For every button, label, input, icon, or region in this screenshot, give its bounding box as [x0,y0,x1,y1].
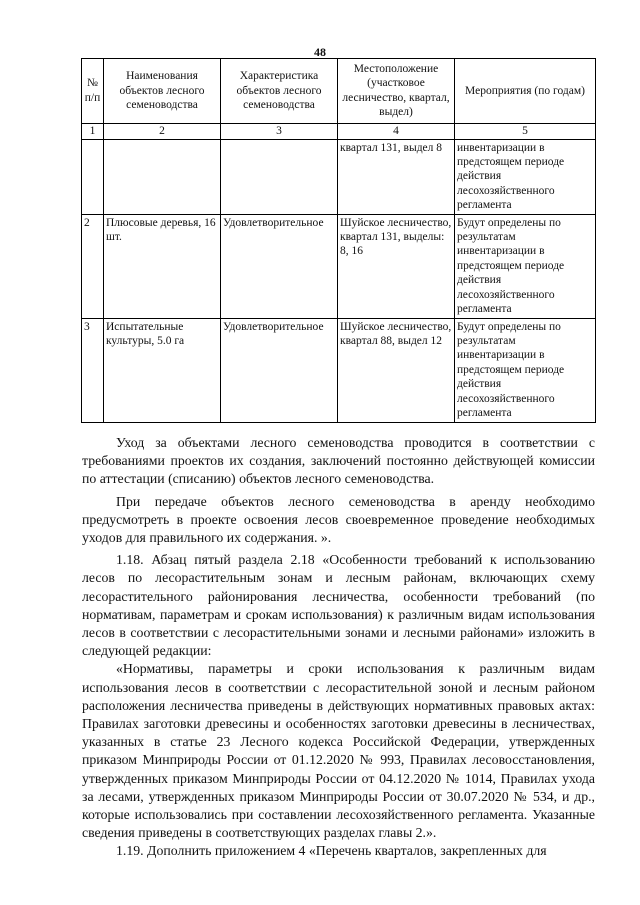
header-measures: Мероприятия (по годам) [455,59,596,124]
cell-measures: инвентаризации в предстоящем периоде действия лесохозяйственного регламента [455,139,596,214]
cell-name: Испытательные культуры, 5.0 га [104,318,221,422]
table-header-row [82,59,596,124]
paragraph: «Нормативы, параметры и сроки использования к различным видам использования лесов в соответствии с лесорастительной зоной и лесным районом расположения лесничества приведены в действующих нормативных правовых актах: Правилах заготовки древесины и особенностях заготовки древесины в лесничествах, указанных в статье 23 Лесного кодекса Российской Федерации, утвержденных приказом Минприроды России от 01.12.2020 № 993, Правилах лесовосстановления, утвержденных приказом Минприроды России от 04.12.2020 № 1014, Правилах ухода за лесами, утвержденных приказом Минприроды России от 30.07.2020 № 534, и др., которые использовались при составлении лесохозяйственного регламента. Указанные сведения приведены в соответствующих разделах главы 2.». [82,661,595,841]
table-row [82,214,596,318]
cell-num: 2 [82,214,104,318]
paragraph: Уход за объектами лесного семеноводства проводится в соответствии с требованиями проектов их создания, заключений постоянно действующей комиссии по аттестации (списанию) объектов лесного семеноводства. [82,435,595,487]
table-row [82,318,596,422]
column-number: 1 [82,123,104,139]
paragraph: 1.19. Дополнить приложением 4 «Перечень кварталов, закрепленных для [116,843,547,859]
cell-location: квартал 131, выдел 8 [338,139,455,214]
cell-characteristic: Удовлетворительное [221,214,338,318]
cell-num: 3 [82,318,104,422]
header-num: № п/п [82,59,104,124]
column-number: 4 [338,123,455,139]
cell-location: Шуйское лесничество, квартал 131, выделы: 8, 16 [338,214,455,318]
column-number-row [82,123,596,139]
table-row [82,139,596,214]
cell-characteristic: Удовлетворительное [221,318,338,422]
seed-objects-table [81,58,596,423]
cell-measures: Будут определены по результатам инвентаризации в предстоящем периоде действия лесохозяйственного регламента [455,318,596,422]
cell-name [104,139,221,214]
page-number: 48 [314,45,326,59]
document-body [82,434,595,861]
column-number: 2 [104,123,221,139]
cell-location: Шуйское лесничество, квартал 88, выдел 12 [338,318,455,422]
cell-name: Плюсовые деревья, 16 шт. [104,214,221,318]
column-number: 3 [221,123,338,139]
paragraph: 1.18. Абзац пятый раздела 2.18 «Особенности требований к использованию лесов по лесорастительным зонам и лесным районам, включающих схему лесорастительного районирования лесничества, особенности требований (по нормативам, параметрам и срокам использования) к различным видам использования лесов в соответствии с лесорастительными зонами и лесными районами» изложить в следующей редакции: [82,552,595,659]
paragraph: При передаче объектов лесного семеноводства в аренду необходимо предусмотреть в проекте освоения лесов своевременное проведение необходимых уходов для правильного их содержания. ». [82,493,595,546]
cell-num [82,139,104,214]
header-location: Местоположение (участковое лесничество, квартал, выдел) [338,59,455,124]
header-characteristic: Характеристика объектов лесного семеноводства [221,59,338,124]
cell-characteristic [221,139,338,214]
column-number: 5 [455,123,596,139]
cell-measures: Будут определены по результатам инвентаризации в предстоящем периоде действия лесохозяйственного регламента [455,214,596,318]
header-name: Наименования объектов лесного семеноводства [104,59,221,124]
